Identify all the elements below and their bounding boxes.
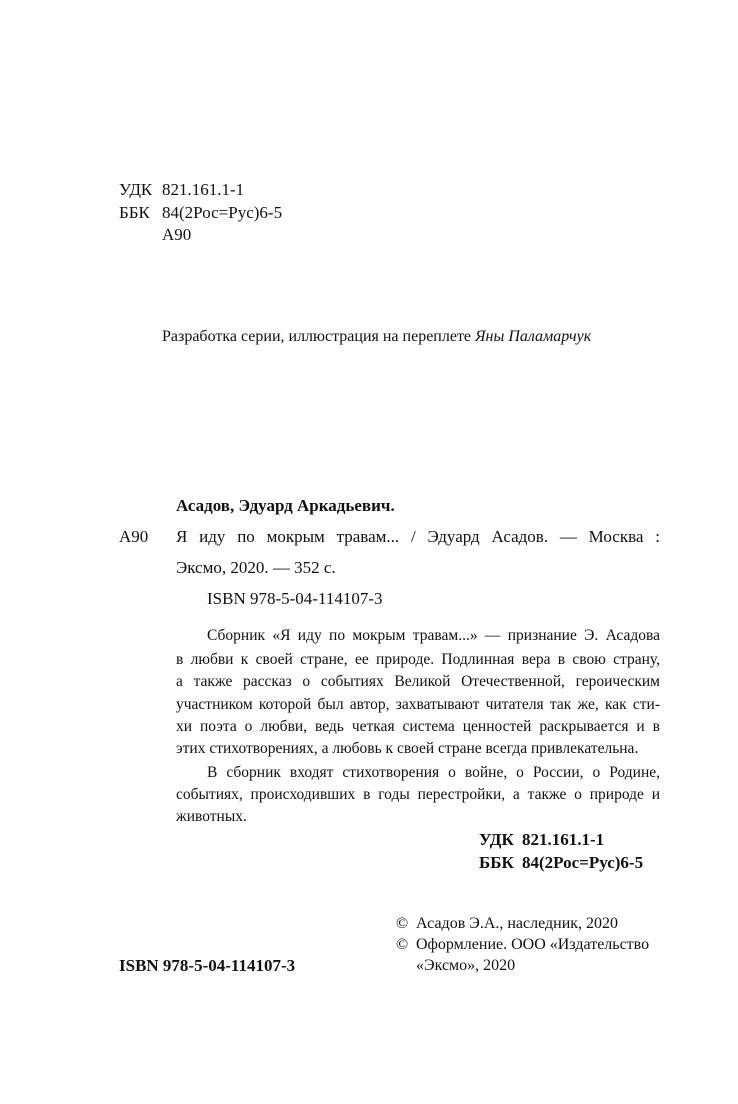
card-bbk-value: 84(2Рос=Рус)6-5	[522, 853, 644, 872]
annotation-line: событиях, происходивших в годы перестройки, а также о природе и	[176, 786, 660, 803]
annotation-line: участником которой был автор, захватывают читателя так же, как сти-	[176, 696, 660, 713]
copyright-symbol: ©	[396, 936, 409, 953]
series-credits	[162, 327, 591, 346]
copyright-symbol: ©	[396, 915, 409, 932]
copyright-design-line-2: «Эксмо», 2020	[416, 957, 516, 974]
card-isbn: ISBN 978-5-04-114107-3	[207, 589, 383, 608]
udk-value: 821.161.1-1	[162, 180, 245, 199]
annotation-line: в любви к своей стране, ее природе. Подлинная вера в свою страну,	[176, 651, 660, 668]
annotation-line: В сборник входят стихотворения о войне, о России, о Родине,	[207, 764, 660, 781]
card-bbk-label: ББК	[479, 853, 514, 872]
bbk-label: ББК	[119, 203, 150, 222]
bbk-value: 84(2Рос=Рус)6-5	[162, 203, 283, 222]
author-heading: Асадов, Эдуард Аркадьевич.	[176, 496, 395, 515]
credits-text: Разработка серии, иллюстрация на переплете	[162, 328, 476, 345]
title-line-1: Я иду по мокрым травам... / Эдуард Асадов. — Москва :	[176, 527, 660, 546]
udk-label: УДК	[119, 180, 153, 199]
annotation-line: животных.	[176, 808, 247, 825]
annotation-line: Сборник «Я иду по мокрым травам...» — признание Э. Асадова	[207, 627, 660, 644]
annotation-line: этих стихотворениях, а любовь к своей стране всегда привлекательна.	[176, 740, 639, 757]
bottom-isbn: ISBN 978-5-04-114107-3	[119, 956, 296, 975]
card-udk-label: УДК	[479, 830, 514, 849]
title-line-2: Эксмо, 2020. — 352 с.	[176, 558, 336, 577]
copyright-heir: Асадов Э.А., наследник, 2020	[416, 915, 619, 932]
illustrator-name: Яны Паламарчук	[475, 328, 592, 345]
annotation-line: хи поэта о любви, ведь четкая система ценностей раскрывается и в	[176, 718, 660, 735]
card-udk-value: 821.161.1-1	[522, 830, 605, 849]
author-mark: А90	[162, 225, 192, 244]
copyright-design-line-1: Оформление. ООО «Издательство	[416, 936, 650, 953]
card-author-mark: А90	[119, 527, 149, 546]
annotation-line: а также рассказ о событиях Великой Отечественной, героическим	[176, 673, 660, 690]
